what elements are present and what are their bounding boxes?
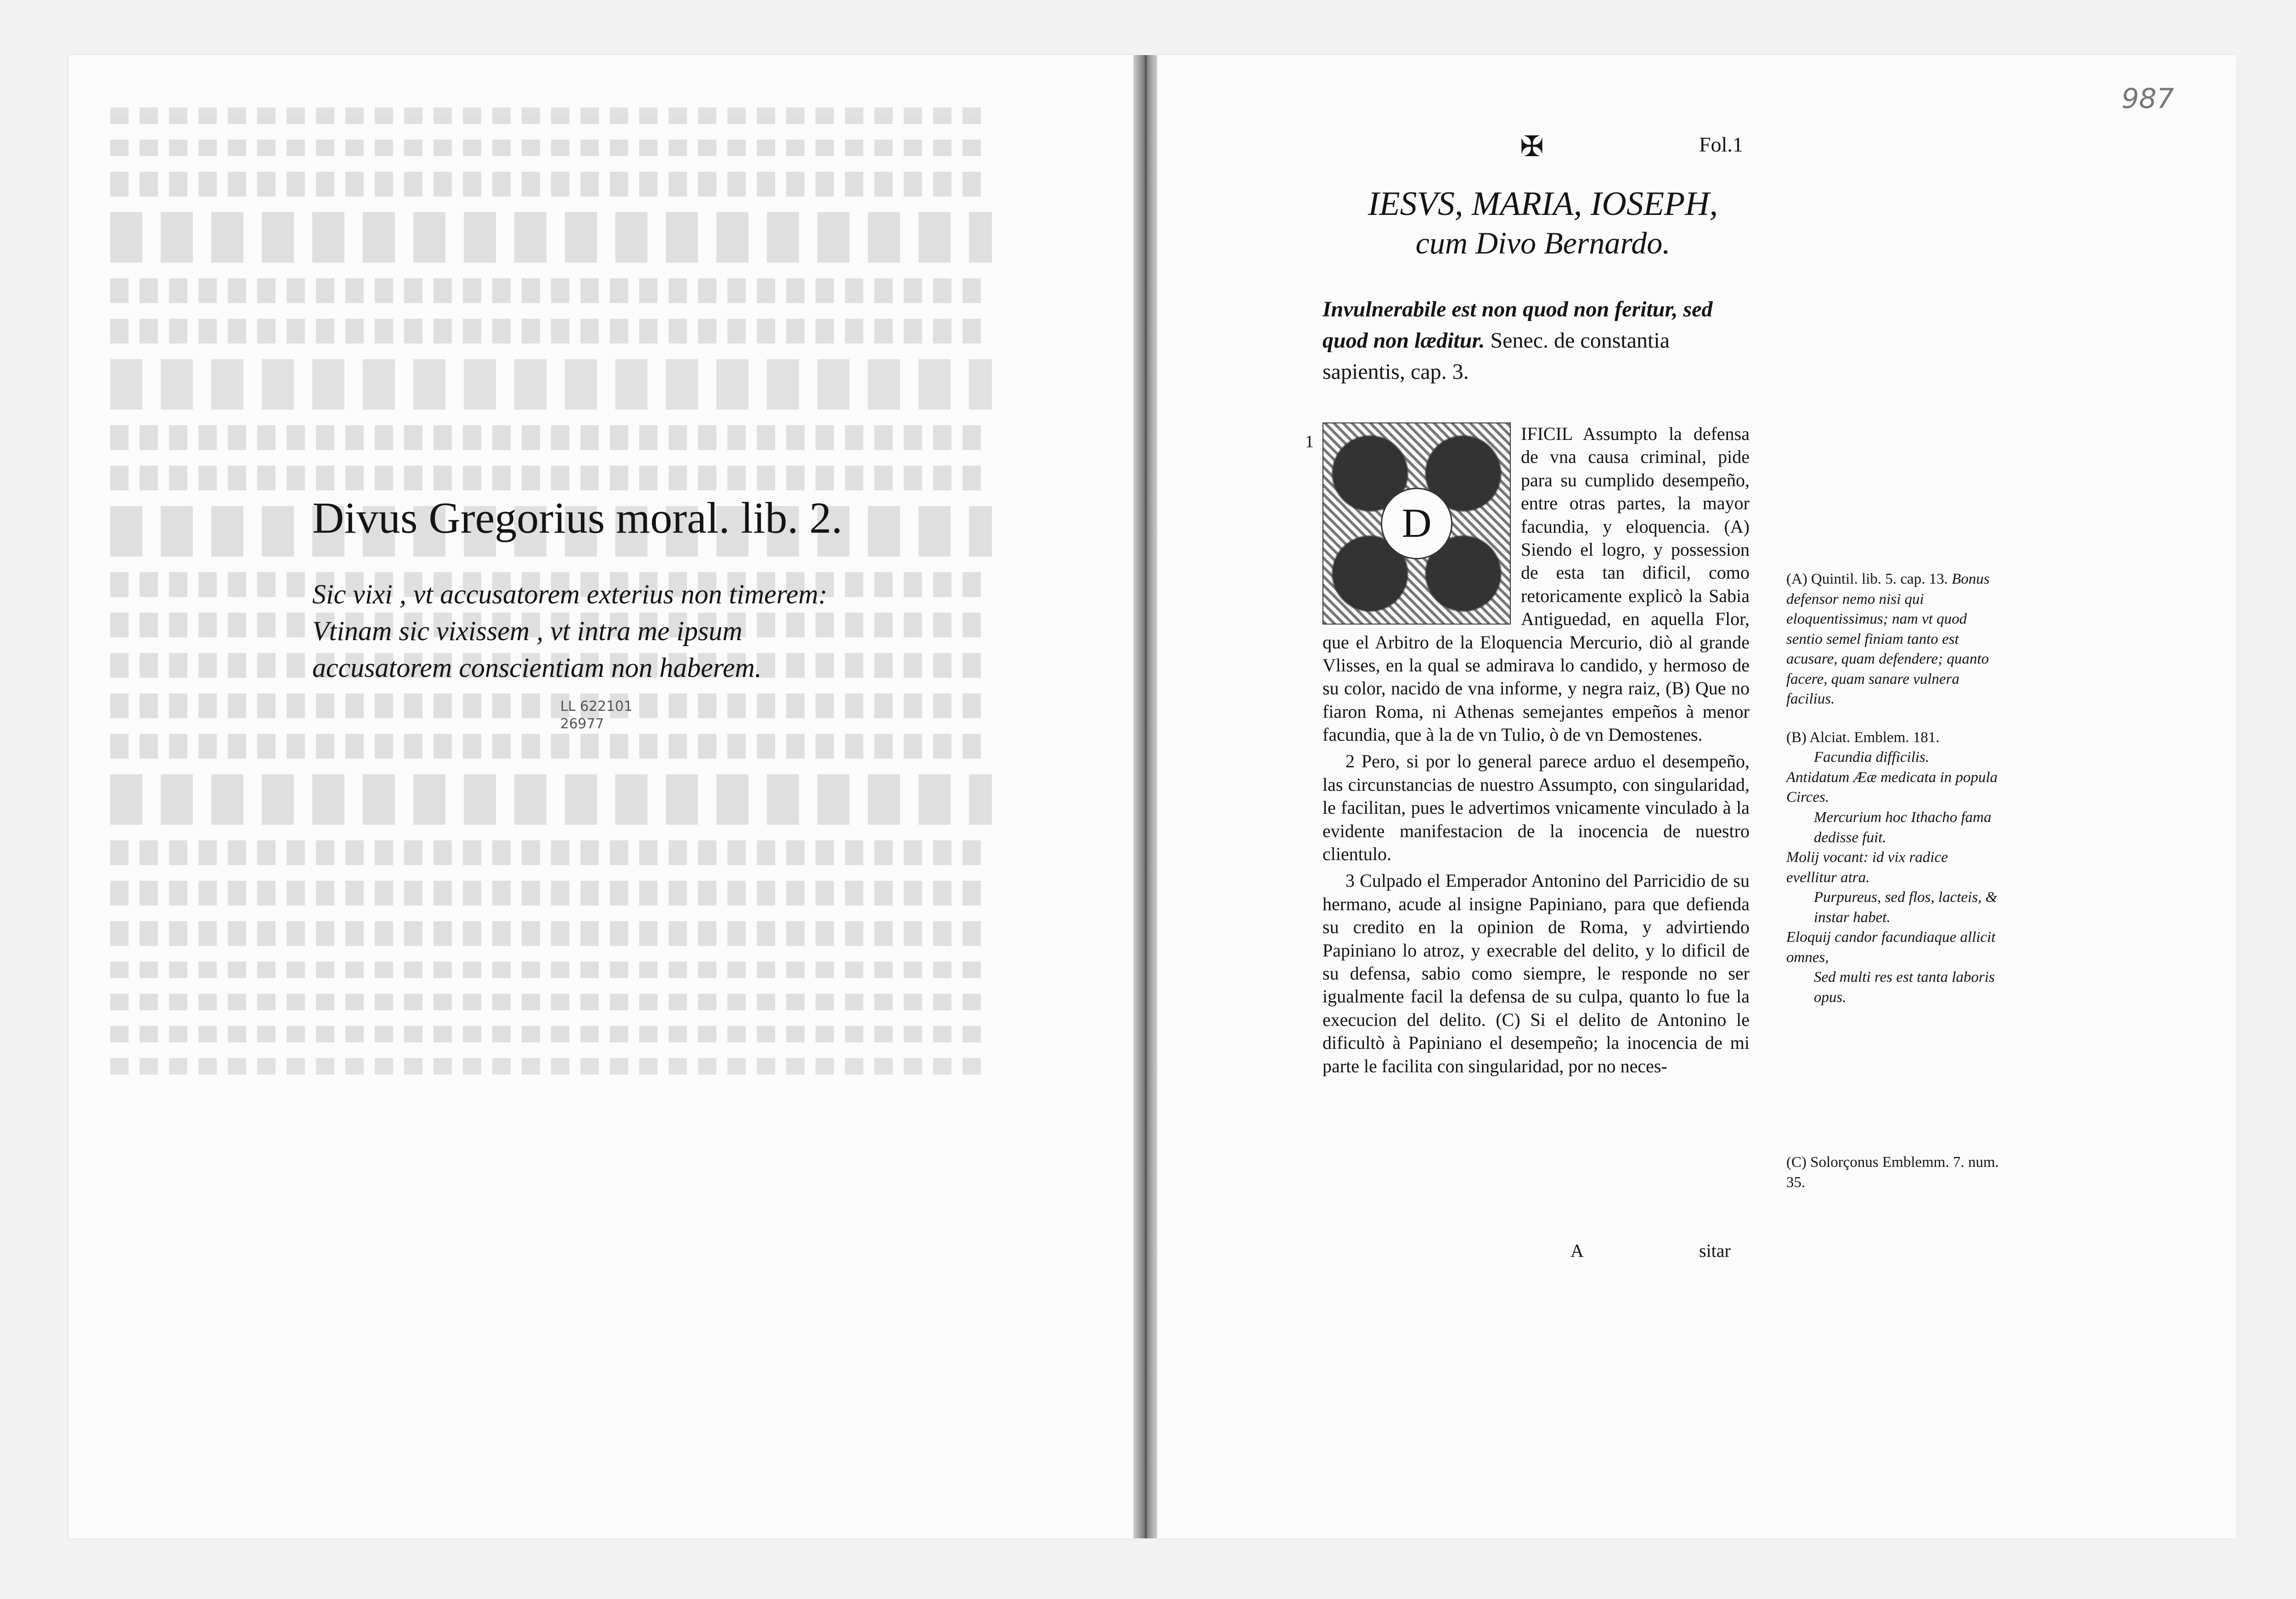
note-b-line: Eloquij candor facundiaque allicit omnes, — [1786, 929, 1996, 966]
paragraph-number: 1 — [1305, 432, 1314, 451]
note-b-reference: (B) Alciat. Emblem. 181. — [1786, 729, 1940, 746]
dropcap-letter: D — [1381, 488, 1452, 559]
manuscript-note: LL 622101 26977 — [560, 698, 633, 732]
margin-note-c: (C) Solorçonus Emblemm. 7. num. 35. — [1786, 1154, 1999, 1191]
paragraph-2: 2 Pero, si por lo general parece arduo el desempeño, las circunstancias de nuestro Assumpto, con singularidad, le facilitan, pues le advertimos vnicamente vinculado à la evidente manifestacion de la inocencia de nuestro clientulo. — [1322, 751, 1750, 865]
note-b-line: Facundia difficilis. — [1814, 749, 1930, 766]
epigraph-quote: Invulnerabile est non quod non feritur, sed quod non læditur. — [1322, 297, 1713, 353]
epigraph-citation: Senec. de constantia sapientis, cap. 3. — [1322, 328, 1670, 384]
gregory-quote: Sic vixi , vt accusatorem exterius non timerem: Vtinam sic vixissem , vt intra me ipsum accusatorem conscientiam non haberem. — [312, 579, 827, 683]
left-page-text — [312, 491, 854, 687]
catchword: sitar — [1699, 1240, 1731, 1261]
margin-notes — [1786, 569, 2002, 1026]
title-line-1: IESVS, MARIA, IOSEPH, — [1367, 185, 1718, 223]
title-line-2: cum Divo Bernardo. — [1415, 225, 1671, 260]
invocation-title — [1322, 184, 1763, 262]
manuscript-page-number: 987 — [2122, 83, 2174, 115]
paragraph-1: IFICIL Assumpto la defensa de vna causa criminal, pide para su cumplido desempeño, entre otras partes, la mayor facundia, y eloquencia. (A) Siendo el logro, y possession de esta tan dificil, como retoricamente explicò la Sabia Antiguedad, en aquella Flor, que el Arbitro de la Eloquencia Mercurio, diò al grande Vlisses, en la qual se admirava lo candido, y hermoso de su color, nacido de vna informe, y negra raiz, (B) Que no fiaron Roma, ni Athenas semejantes empeños à menor facundia, que à la de vn Tulio, ò de vn Demostenes. — [1322, 423, 1750, 745]
note-b-line: Sed multi res est tanta laboris opus. — [1814, 969, 1995, 1006]
main-text-column — [1322, 422, 1750, 1081]
paragraph-3: 3 Culpado el Emperador Antonino del Parricidio de su hermano, acude al insigne Papiniano, para que defienda su credito en la opinion de Roma, y advirtiendo Papiniano lo atroz, y execrable del delito, y lo dificil de su defensa, sabio como siempre, le responde no ser igualmente facil la defensa de su culpa, quanto lo fue la execucion del delito. (C) Si el delito de Antonino le dificultò à Papiniano el desempeño; la inocencia de mi parte le facilita con singularidad, por no neces- — [1322, 870, 1750, 1076]
note-b-line: Mercurium hoc Ithacho fama dedisse fuit. — [1814, 809, 1992, 846]
epigraph — [1322, 294, 1750, 388]
folio-label: Fol.1 — [1699, 133, 1743, 156]
note-b-line: Antidatum Ææ medicata in popula Circes. — [1786, 769, 1998, 806]
bleed-through-text — [110, 92, 992, 1460]
note-a-reference: (A) Quintil. lib. 5. cap. 13. — [1786, 571, 1948, 587]
margin-note-b — [1786, 728, 2002, 1008]
ornamental-dropcap — [1322, 422, 1511, 625]
note-b-line: Purpureus, sed flos, lacteis, & instar habet. — [1814, 889, 1998, 926]
cross-icon: ✠ — [1520, 131, 1544, 163]
note-b-line: Molij vocant: id vix radice evellitur atra. — [1786, 849, 1948, 886]
margin-note-a — [1786, 569, 2002, 709]
signature-mark: A — [1570, 1240, 1584, 1261]
book-gutter — [1133, 55, 1158, 1538]
note-a-text: Bonus defensor nemo nisi qui eloquentissimus; nam vt quod sentio semel finiam tanto est acusare, quam defendere; quanto facere, quam sanare vulnera facilius. — [1786, 571, 1990, 708]
left-page-heading: Divus Gregorius moral. lib. 2. — [312, 493, 843, 542]
